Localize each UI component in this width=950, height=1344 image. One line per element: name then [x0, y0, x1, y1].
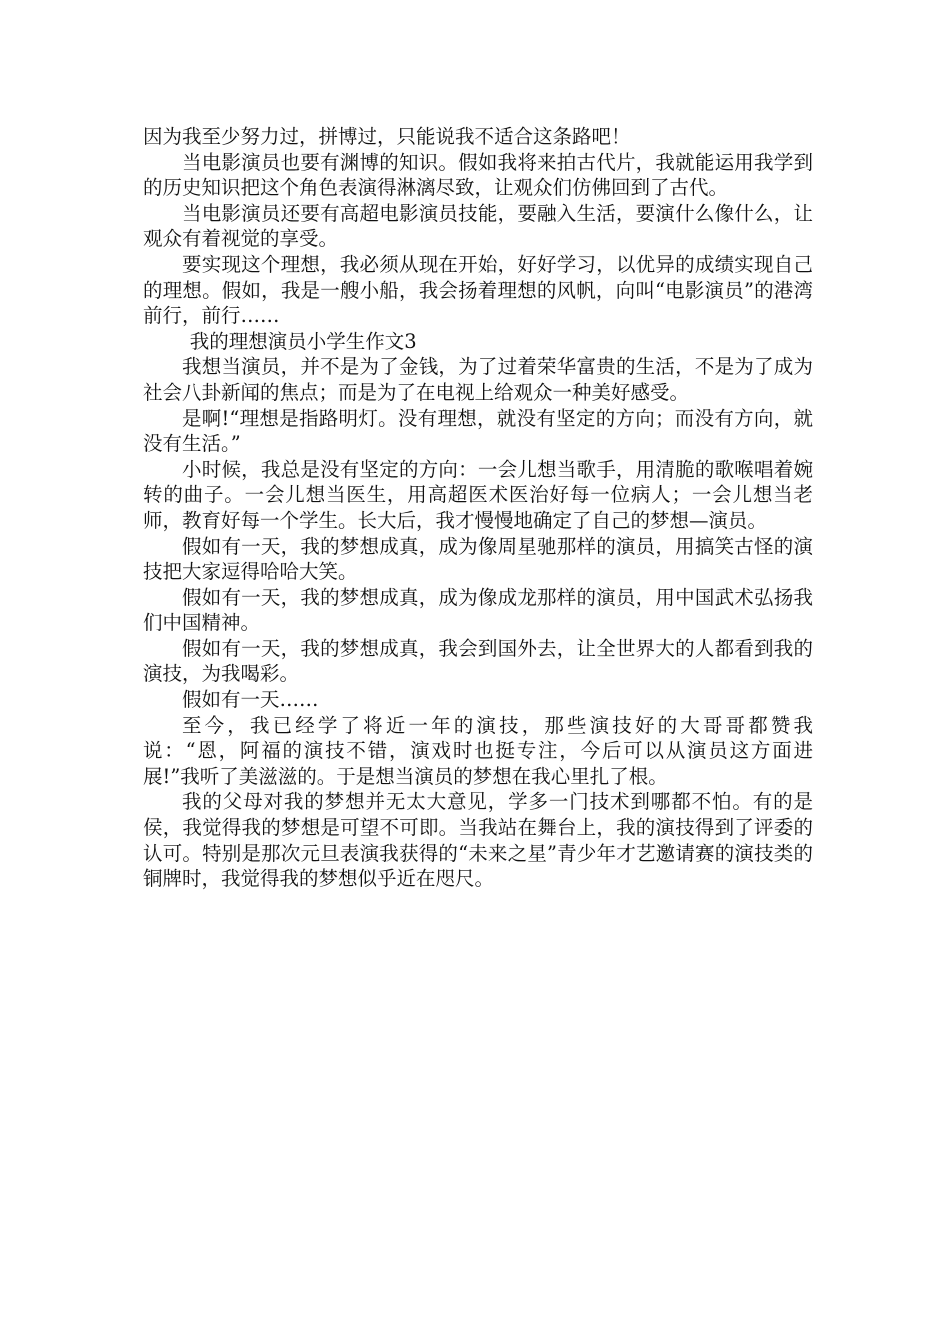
- essay-body: [143, 124, 813, 892]
- paragraph: 是啊!“理想是指路明灯。没有理想，就没有坚定的方向；而没有方向，就没有生活。”: [143, 406, 813, 456]
- paragraph: 我想当演员，并不是为了金钱，为了过着荣华富贵的生活，不是为了成为社会八卦新闻的焦点；而是为了在电视上给观众一种美好感受。: [143, 355, 813, 404]
- paragraph: 小时候，我总是没有坚定的方向：一会儿想当歌手，用清脆的歌喉唱着婉转的曲子。一会儿想当医生，用高超医术医治好每一位病人；一会儿想当老师，教育好每一个学生。长大后，我才慢慢地确定了自己的梦想—演员。: [143, 457, 813, 532]
- paragraph: 当电影演员还要有高超电影演员技能，要融入生活，要演什么像什么，让观众有着视觉的享受。: [143, 201, 813, 251]
- section-title: 我的理想演员小学生作文3: [189, 329, 417, 353]
- paragraph-continuation: 因为我至少努力过，拼博过，只能说我不适合这条路吧！: [143, 125, 631, 148]
- paragraph: 我的父母对我的梦想并无太大意见，学多一门技术到哪都不怕。有的是侯，我觉得我的梦想是可望不可即。当我站在舞台上，我的演技得到了评委的认可。特别是那次元旦表演我获得的“未来之星”青少年才艺邀请赛的演技类的铜牌时，我觉得我的梦想似乎近在咫尺。: [143, 790, 813, 891]
- paragraph: 假如有一天，我的梦想成真，成为像成龙那样的演员，用中国武术弘扬我们中国精神。: [143, 585, 813, 635]
- paragraph: 当电影演员也要有渊博的知识。假如我将来拍古代片，我就能运用我学到的历史知识把这个角色表演得淋漓尽致，让观众们仿佛回到了古代。: [143, 150, 813, 200]
- paragraph: 假如有一天，我的梦想成真，我会到国外去，让全世界大的人都看到我的演技，为我喝彩。: [143, 636, 813, 686]
- paragraph: 要实现这个理想，我必须从现在开始，好好学习，以优异的成绩实现自己的理想。假如，我是一艘小船，我会扬着理想的风帆，向叫“电影演员”的港湾前行，前行……: [143, 252, 813, 328]
- paragraph: 假如有一天……: [182, 688, 319, 712]
- paragraph: 至今，我已经学了将近一年的演技，那些演技好的大哥哥都赞我说：“恩，阿福的演技不错，演戏时也挺专注，今后可以从演员这方面进展!”我听了美滋滋的。于是想当演员的梦想在我心里扎了根。: [143, 713, 813, 788]
- paragraph: 假如有一天，我的梦想成真，成为像周星驰那样的演员，用搞笑古怪的演技把大家逗得哈哈大笑。: [143, 534, 813, 584]
